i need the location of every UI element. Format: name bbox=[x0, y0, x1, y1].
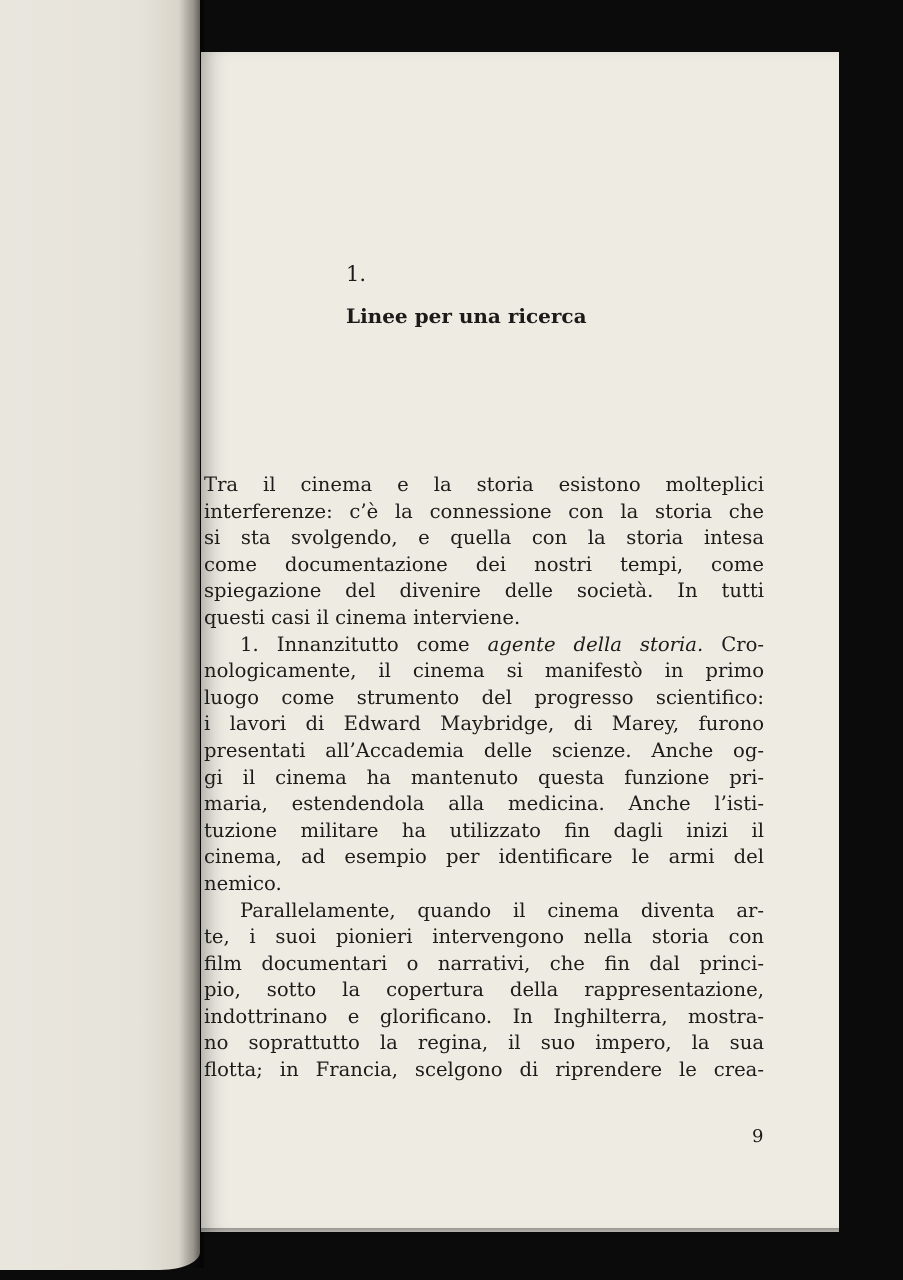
text-line: 1. Innanzitutto come agente della storia. Cro- bbox=[240, 632, 765, 656]
text-line: Parallelamente, quando il cinema diventa ar- bbox=[240, 898, 764, 922]
italic-phrase: agente della storia. bbox=[487, 632, 704, 656]
body-text bbox=[204, 472, 764, 1084]
text-line: cinema, ad esempio per identificare le armi del bbox=[204, 845, 764, 869]
text-line: nologicamente, il cinema si manifestò in primo bbox=[204, 659, 764, 683]
text-line: interferenze: c’è la connessione con la storia che bbox=[204, 499, 764, 523]
text-line: pio, sotto la copertura della rappresentazione, bbox=[204, 978, 764, 1002]
page-bottom-shadow bbox=[201, 1228, 841, 1238]
text-line: maria, estendendola alla medicina. Anche l’isti- bbox=[204, 792, 764, 816]
text-line: luogo come strumento del progresso scientifico: bbox=[204, 685, 764, 709]
left-page bbox=[0, 0, 200, 1270]
chapter-title: Linee per una ricerca bbox=[346, 304, 587, 328]
text-line: spiegazione del divenire delle società. In tutti bbox=[204, 579, 764, 603]
text-line: come documentazione dei nostri tempi, come bbox=[204, 552, 764, 576]
text-line: film documentari o narrativi, che fin dal princi- bbox=[204, 951, 764, 975]
text-line: te, i suoi pionieri intervengono nella storia con bbox=[204, 925, 764, 949]
text-line: tuzione militare ha utilizzato fin dagli inizi il bbox=[204, 818, 764, 842]
text-line: i lavori di Edward Maybridge, di Marey, furono bbox=[204, 712, 764, 736]
text-line: presentati all’Accademia delle scienze. Anche og- bbox=[204, 738, 764, 762]
text-line: Tra il cinema e la storia esistono molteplici bbox=[204, 473, 764, 496]
text-line: indottrinano e glorificano. In Inghilterra, mostra- bbox=[204, 1004, 764, 1028]
text-line: flotta; in Francia, scelgono di riprendere le crea- bbox=[204, 1058, 764, 1082]
text-line: si sta svolgendo, e quella con la storia intesa bbox=[204, 526, 764, 550]
text-line: no soprattutto la regina, il suo impero, la sua bbox=[204, 1031, 764, 1055]
text-line: gi il cinema ha mantenuto questa funzione pri- bbox=[204, 765, 764, 789]
text-line: nemico. bbox=[204, 871, 282, 895]
page-number: 9 bbox=[752, 1126, 764, 1147]
chapter-number: 1. bbox=[346, 262, 367, 286]
text-line: questi casi il cinema interviene. bbox=[204, 605, 521, 629]
